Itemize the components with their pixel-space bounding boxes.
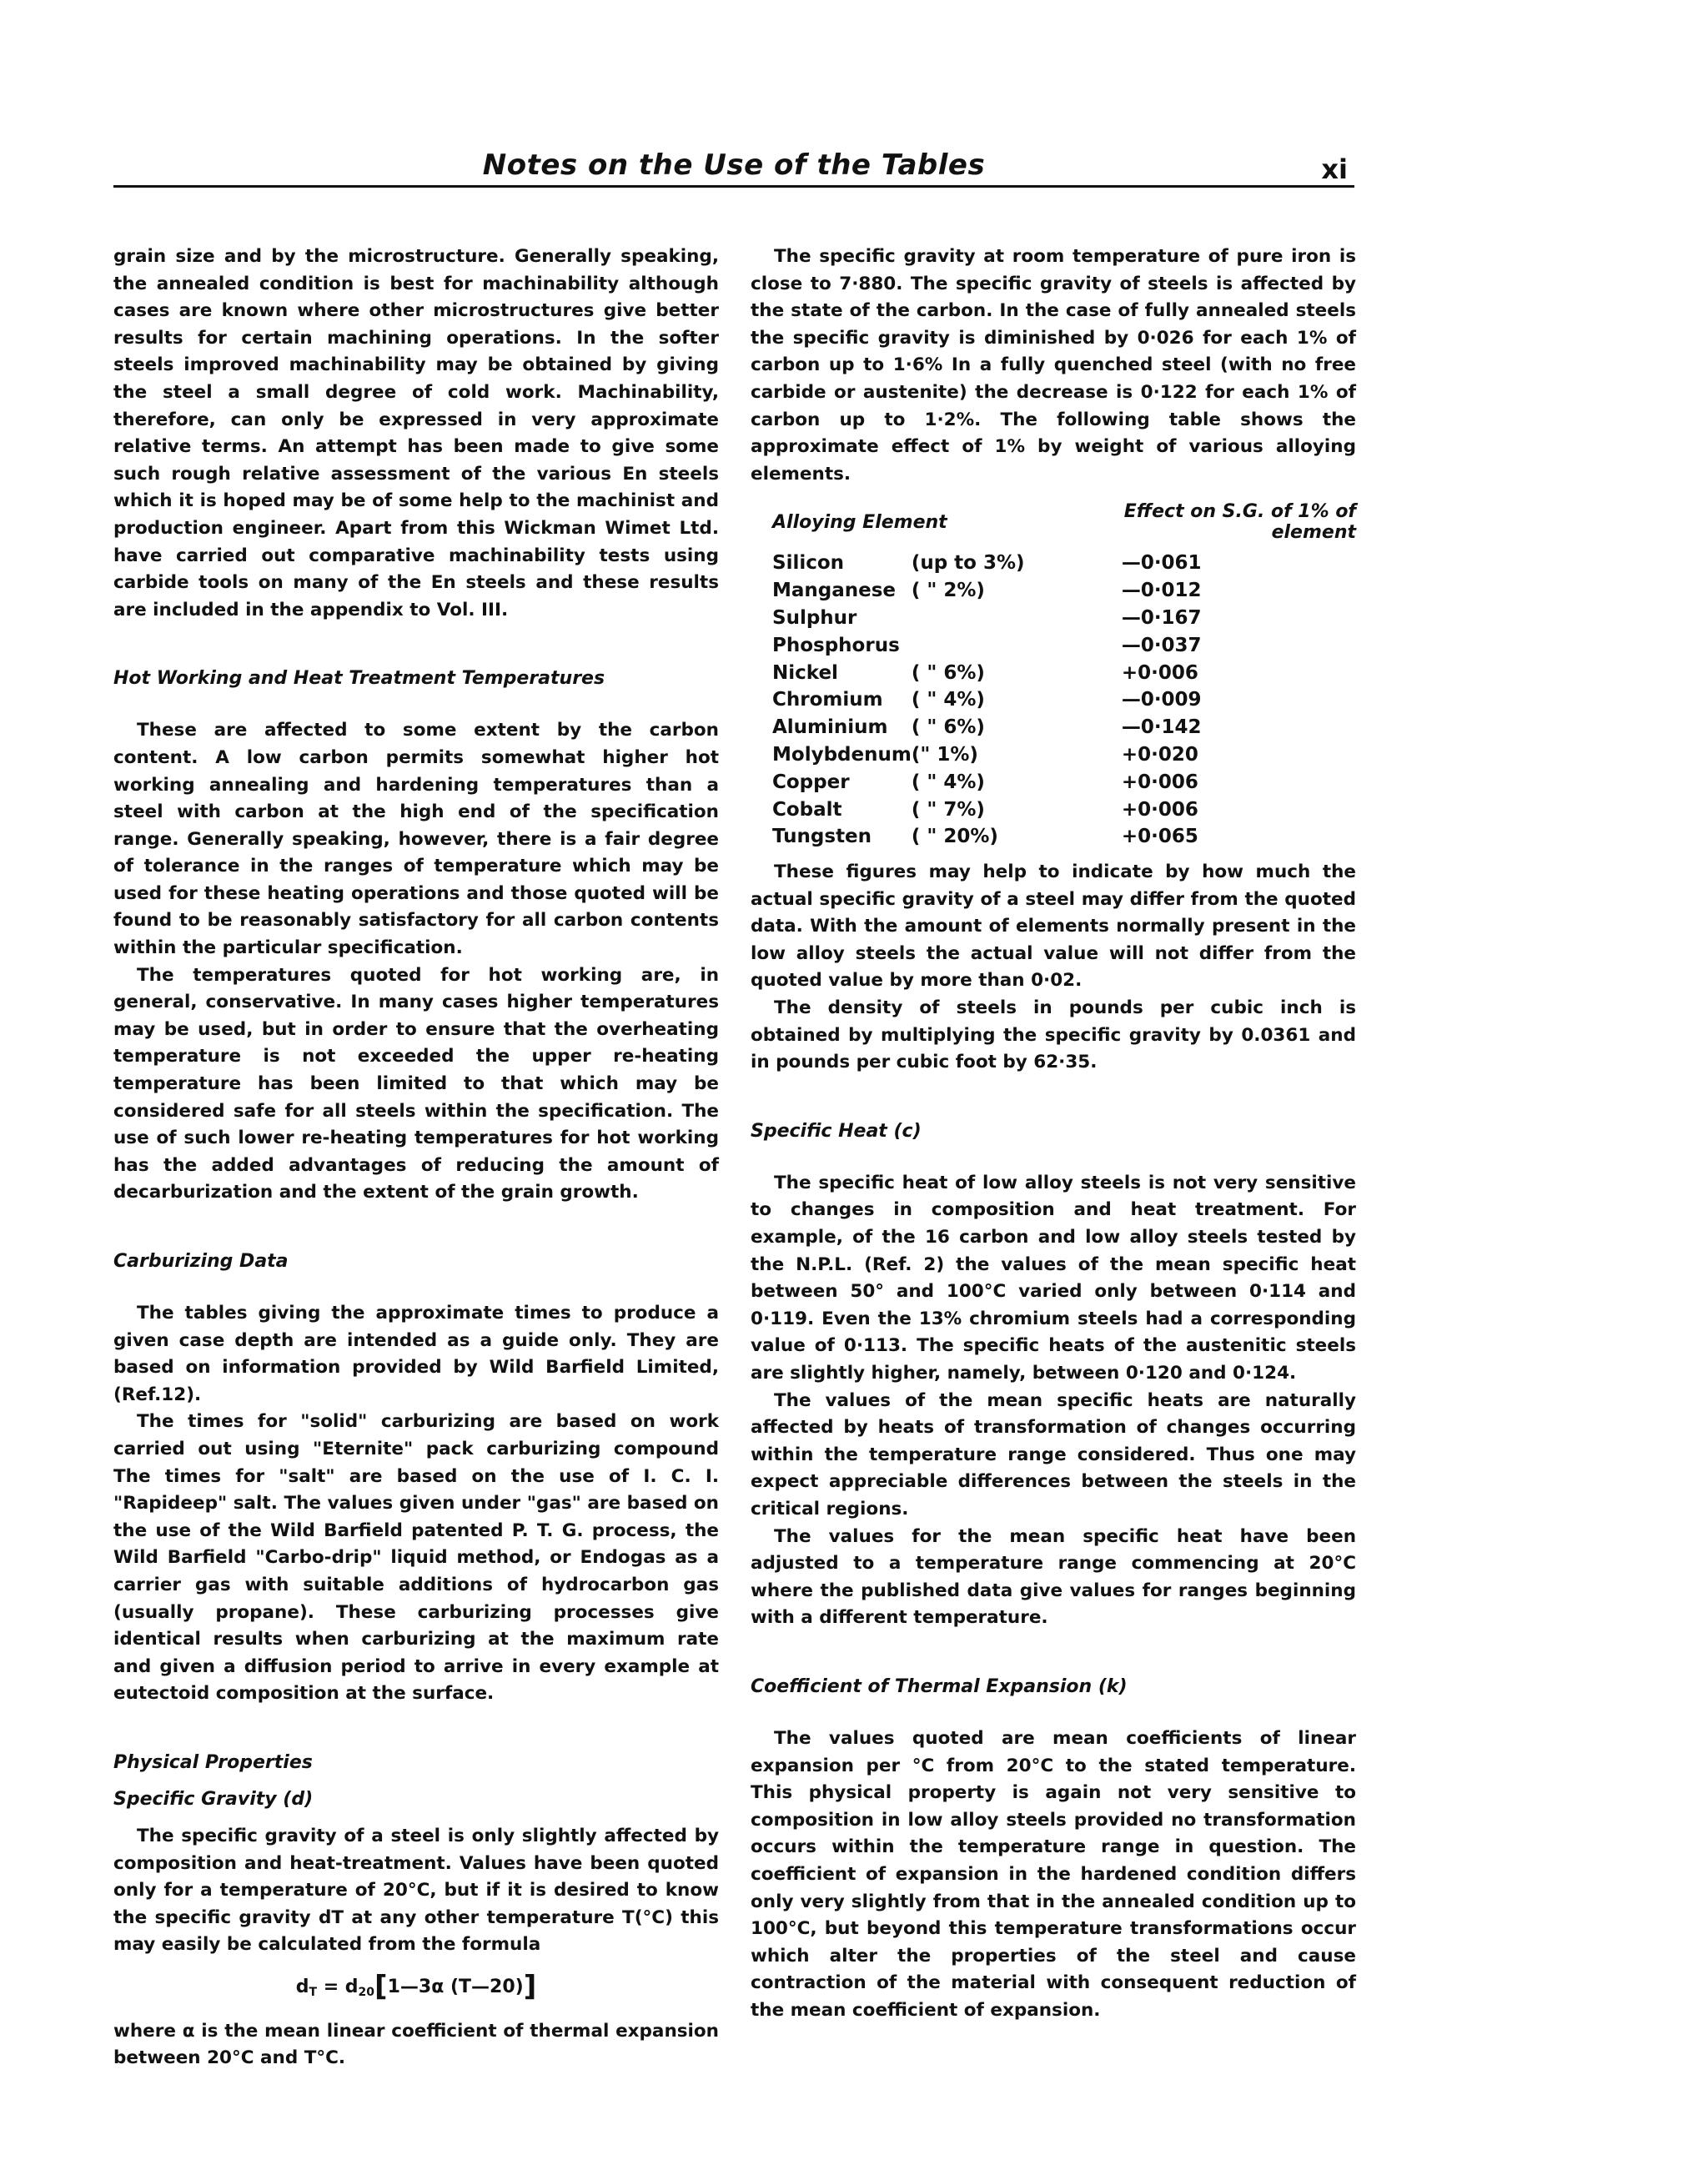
- limit-cell: ( " 20%): [911, 826, 998, 848]
- element-cell: Copper: [772, 771, 850, 793]
- limit-cell: ( " 4%): [911, 771, 985, 793]
- section-heading-specific-heat: Specific Heat (c): [751, 1120, 922, 1142]
- formula-close-bracket: ]: [523, 1969, 537, 2003]
- element-cell: Aluminium: [772, 716, 888, 739]
- effect-cell: +0·006: [1121, 771, 1198, 793]
- effect-cell: +0·020: [1121, 743, 1198, 766]
- element-cell: Sulphur: [772, 606, 857, 629]
- formula-lhs: d: [295, 1976, 309, 1997]
- page-number: xi: [1321, 153, 1348, 185]
- paragraph: These figures may help to indicate by how much the actual specific gravity of a steel may differ from the quoted data. With the amount of elements normally present in the low alloy steels the actual value will not differ from the quoted value by more than 0·02.: [751, 861, 1356, 992]
- paragraph: where α is the mean linear coefficient of thermal expansion between 20°C and T°C.: [113, 2020, 719, 2069]
- paragraph: The specific gravity at room temperature of pure iron is close to 7·880. The specific gravity of steels is affected by the state of the carbon. In the case of fully annealed steels the specific gravity is diminished by 0·026 for each 1% of carbon up to 1·6% In a fully quenched steel (with no free carbide or austenite) the decrease is 0·122 for each 1% of carbon up to 1·2%. The following table shows the approximate effect of 1% by weight of various alloying elements.: [751, 246, 1356, 485]
- table-row: [772, 686, 1356, 714]
- formula-body: 1—3α (T—20): [387, 1976, 524, 1997]
- paragraph: The density of steels in pounds per cubic inch is obtained by multiplying the specific gravity by 0.0361 and in pounds per cubic foot by 62·35.: [751, 997, 1356, 1073]
- effect-cell: —0·009: [1121, 689, 1202, 711]
- paragraph: The specific gravity of a steel is only slightly affected by composition and heat-treatment. Values have been quoted only for a temperature of 20°C, but if it is desired to know the specific gravity dT at any other temperature T(°C) this may easily be calculated from the formula: [113, 1825, 719, 1956]
- subheading-specific-gravity: Specific Gravity (d): [113, 1788, 314, 1810]
- section-heading-carburizing: Carburizing Data: [113, 1251, 289, 1272]
- table-row: [772, 796, 1356, 824]
- paragraph: The values of the mean specific heats are naturally affected by heats of transformation of changes occurring within the temperature range considered. Thus one may expect appreciable differences between the steels in the critical regions.: [751, 1389, 1356, 1520]
- element-cell: Molybdenum: [772, 743, 912, 766]
- table-row: [772, 605, 1356, 632]
- effect-cell: —0·012: [1121, 580, 1202, 602]
- effect-cell: —0·142: [1121, 716, 1202, 739]
- element-cell: Chromium: [772, 689, 883, 711]
- table-row: [772, 823, 1356, 851]
- effect-cell: +0·065: [1121, 826, 1198, 848]
- limit-cell: [912, 605, 1045, 632]
- table-header-effect: Effect on S.G. of 1% of element: [1123, 501, 1356, 544]
- section-heading-physical-properties: Physical Properties: [113, 1751, 313, 1773]
- section-heading-thermal-expansion: Coefficient of Thermal Expansion (k): [751, 1675, 1128, 1697]
- formula-lhs-subscript: T: [309, 1985, 318, 1999]
- limit-cell: ( " 2%): [911, 580, 985, 602]
- table-row: [772, 741, 1356, 769]
- formula-subscript: 20: [358, 1985, 375, 1999]
- right-column: [751, 244, 1356, 2024]
- formula-equals: = d: [317, 1976, 359, 1997]
- element-cell: Nickel: [772, 661, 838, 684]
- element-cell: Cobalt: [772, 798, 842, 821]
- element-cell: Phosphorus: [772, 634, 900, 656]
- table-row: [772, 714, 1356, 741]
- alloying-element-table: [772, 501, 1356, 851]
- limit-cell: ( " 4%): [911, 689, 985, 711]
- section-heading-hot-working: Hot Working and Heat Treatment Temperatures: [113, 668, 605, 690]
- element-cell: Manganese: [772, 580, 897, 602]
- paragraph: The temperatures quoted for hot working are, in general, conservative. In many cases higher temperatures may be used, but in order to ensure that the overheating temperature is not exceeded the upper re-heating temperature has been limited to that which may be considered safe for all steels within the specification. The use of such lower re-heating temperatures for hot working has the added advantages of reducing the amount of decarburization and the extent of the grain growth.: [113, 964, 719, 1203]
- left-column: [113, 244, 719, 2072]
- table-row: [772, 660, 1356, 687]
- paragraph: The times for "solid" carburizing are based on work carried out using "Eternite" pack carburizing compound The times for "salt" are based on the use of I. C. I. "Rapideep" salt. The values given under "gas" are based on the use of the Wild Barfield patented P. T. G. process, the Wild Barfield "Carbo-drip" liquid method, or Endogas as a carrier gas with suitable additions of hydrocarbon gas (usually propane). These carburizing processes give identical results when carburizing at the maximum rate and given a diffusion period to arrive in every example at eutectoid composition at the surface.: [113, 1411, 719, 1705]
- element-cell: Silicon: [772, 552, 845, 575]
- header-rule: [113, 185, 1354, 188]
- table-row: [772, 550, 1356, 577]
- specific-gravity-formula: [113, 1969, 719, 2007]
- effect-cell: +0·006: [1121, 661, 1198, 684]
- paragraph: The tables giving the approximate times to produce a given case depth are intended as a guide only. They are based on information provided by Wild Barfield Limited, (Ref.12).: [113, 1303, 719, 1405]
- limit-cell: [912, 632, 1045, 660]
- running-title: Notes on the Use of the Tables: [482, 148, 986, 182]
- table-header-element: Alloying Element: [772, 511, 947, 533]
- effect-cell: —0·037: [1121, 634, 1202, 656]
- paragraph: The values quoted are mean coefficients of linear expansion per °C from 20°C to the stated temperature. This physical property is again not very sensitive to composition in low alloy steels provided no transformation occurs within the temperature range in question. The coefficient of expansion in the hardened condition differs only very slightly from that in the annealed condition up to 100°C, but beyond this temperature transformations occur which alter the properties of the steel and cause contraction of the material with consequent reduction of the mean coefficient of expansion.: [751, 1727, 1356, 2021]
- limit-cell: ( " 7%): [911, 798, 985, 821]
- table-row: [772, 577, 1356, 605]
- paragraph: These are affected to some extent by the carbon content. A low carbon permits somewhat higher hot working annealing and hardening temperatures than a steel with carbon at the high end of the specification range. Generally speaking, however, there is a fair degree of tolerance in the ranges of temperature which may be used for these heating operations and those quoted will be found to be reasonably satisfactory for all carbon contents within the particular specification.: [113, 720, 719, 959]
- paragraph: The specific heat of low alloy steels is not very sensitive to changes in composition and heat treatment. For example, of the 16 carbon and low alloy steels tested by the N.P.L. (Ref. 2) the values of the mean specific heat between 50° and 100°C varied only between 0·114 and 0·119. Even the 13% chromium steels had a corresponding value of 0·113. The specific heats of the austenitic steels are slightly higher, namely, between 0·120 and 0·124.: [751, 1172, 1356, 1384]
- limit-cell: ( " 6%): [911, 716, 985, 739]
- table-row: [772, 632, 1356, 660]
- effect-cell: —0·167: [1121, 606, 1202, 629]
- limit-cell: ( " 6%): [911, 661, 985, 684]
- effect-cell: +0·006: [1121, 798, 1198, 821]
- formula-open-bracket: [: [374, 1969, 388, 2003]
- element-cell: Tungsten: [772, 826, 872, 848]
- paragraph: The values for the mean specific heat have been adjusted to a temperature range commencing at 20°C where the published data give values for ranges beginning with a different temperature.: [751, 1525, 1356, 1629]
- limit-cell: (" 1%): [911, 743, 978, 766]
- limit-cell: (up to 3%): [911, 552, 1025, 575]
- table-row: [772, 769, 1356, 796]
- effect-cell: —0·061: [1121, 552, 1202, 575]
- paragraph: grain size and by the microstructure. Generally speaking, the annealed condition is best for machinability although cases are known where other microstructures give better results for certain machining operations. In the softer steels improved machinability may be obtained by giving the steel a small degree of cold work. Machinability, therefore, can only be expressed in very approximate relative terms. An attempt has been made to give some such rough relative assessment of the various En steels which it is hoped may be of some help to the machinist and production engineer. Apart from this Wickman Wimet Ltd. have carried out comparative machinability tests using carbide tools on many of the En steels and these results are included in the appendix to Vol. III.: [113, 246, 719, 620]
